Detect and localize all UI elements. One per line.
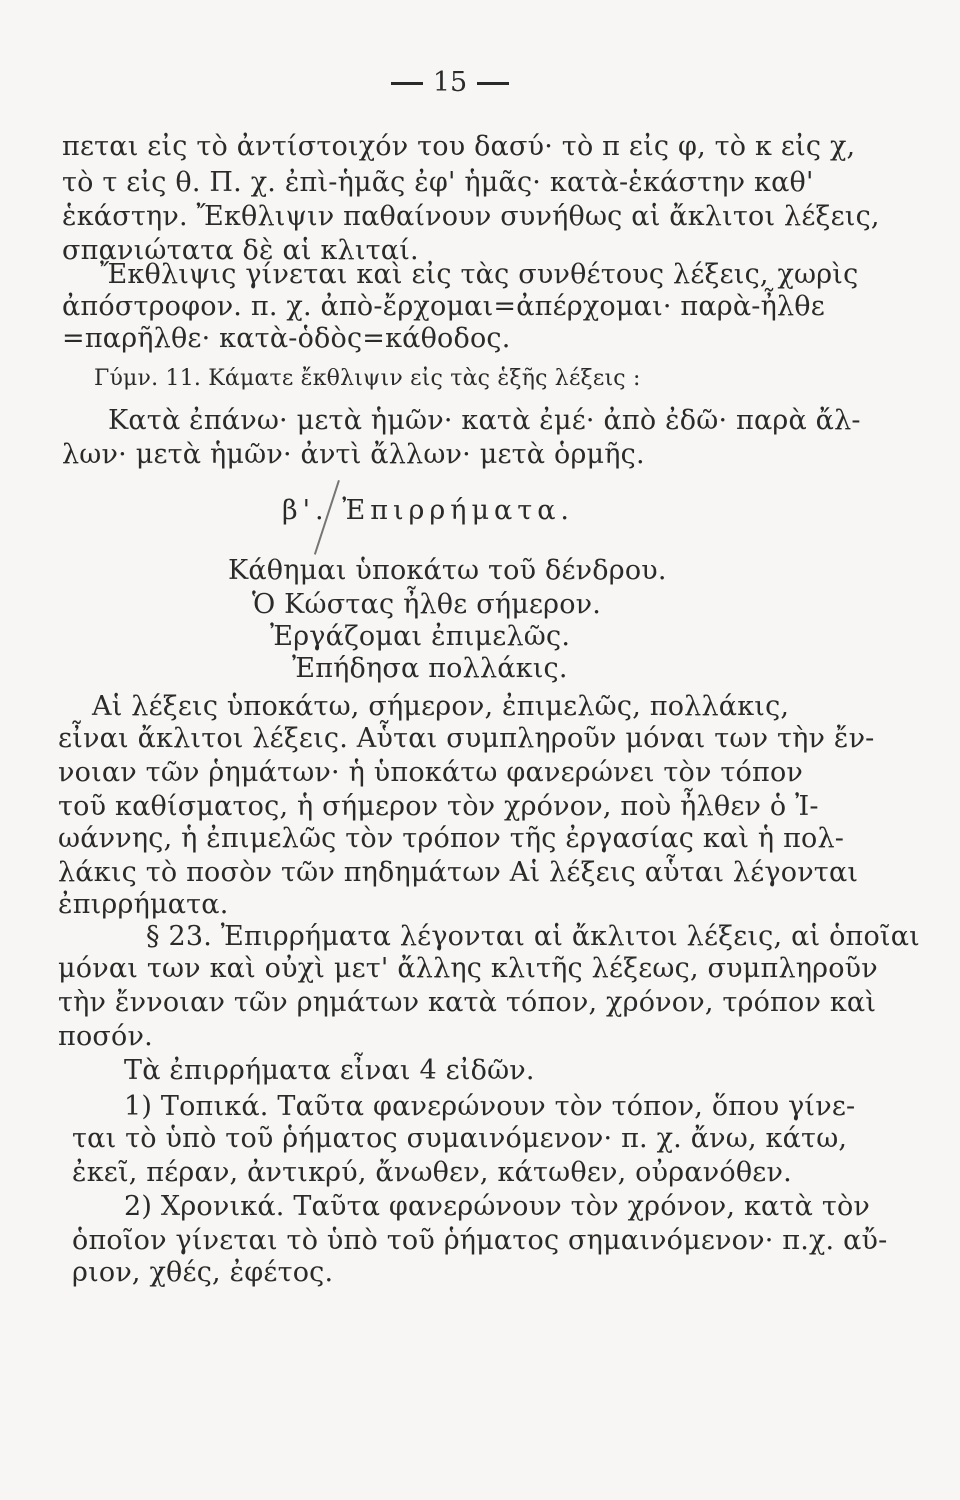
text-line: τοῦ καθίσματος, ἡ σήμερον τὸν χρόνον, ποὺ ἦλθεν ὁ Ἰ-	[58, 791, 819, 822]
section-heading: β'. Ἐπιρρήματα.	[282, 495, 575, 526]
text-line: =παρῆλθε· κατὰ-ὁδὸς=κάθοδος.	[62, 323, 511, 354]
text-line: νοιαν τῶν ῥημάτων· ἡ ὑποκάτω φανερώνει τὸν τόπον	[58, 757, 804, 788]
text-line: λων· μετὰ ἡμῶν· ἀντὶ ἄλλων· μετὰ ὁρμῆς.	[62, 439, 645, 470]
text-line: Αἱ λέξεις ὑποκάτω, σήμερον, ἐπιμελῶς, πολλάκις,	[92, 691, 790, 722]
text-line: πεται εἰς τὸ ἀντίστοιχόν του δασύ· τὸ π εἰς φ, τὸ κ εἰς χ,	[62, 131, 856, 162]
text-line: ἀπόστροφον. π. χ. ἀπὸ-ἔρχομαι=ἀπέρχομαι· παρὰ-ἦλθε	[62, 291, 825, 322]
list-item-chronika: 2) Χρονικά. Ταῦτα φανερώνουν τὸν χρόνον, κατὰ τὸν	[124, 1191, 871, 1222]
text-line: μόναι των καὶ οὐχὶ μετ' ἄλλης κλιτῆς λέξεως, συμπληροῦν	[58, 953, 878, 984]
dash-right	[477, 82, 509, 85]
example-line: Ἐργάζομαι ἐπιμελῶς.	[270, 621, 571, 652]
list-item-topika: 1) Τοπικά. Ταῦτα φανερώνουν τὸν τόπον, ὅπου γίνε-	[124, 1091, 856, 1122]
text-line: Κατὰ ἐπάνω· μετὰ ἡμῶν· κατὰ ἐμέ· ἀπὸ ἐδῶ· παρὰ ἄλ-	[108, 405, 861, 436]
text-line: τὴν ἔννοιαν τῶν ρημάτων κατὰ τόπον, χρόνον, τρόπον καὶ	[58, 987, 877, 1018]
text-line: ωάννης, ἡ ἐπιμελῶς τὸν τρόπον τῆς ἐργασίας καὶ ἡ πολ-	[58, 823, 845, 854]
text-line: ποσόν.	[58, 1021, 153, 1052]
page-number-value: 15	[432, 67, 468, 98]
text-line: τὸ τ εἰς θ. Π. χ. ἐπὶ-ἡμᾶς ἐφ' ἡμᾶς· κατὰ-ἑκάστην καθ'	[62, 167, 814, 198]
example-line: Ὁ Κώστας ἦλθε σήμερον.	[252, 589, 602, 620]
exercise-line: Γύμν. 11. Κάματε ἔκθλιψιν εἰς τὰς ἑξῆς λέξεις :	[94, 366, 641, 391]
text-line: Ἔκθλιψις γίνεται καὶ εἰς τὰς συνθέτους λέξεις, χωρὶς	[100, 259, 859, 290]
text-line: ἐκεῖ, πέραν, ἀντικρύ, ἄνωθεν, κάτωθεν, οὐρανόθεν.	[72, 1157, 792, 1188]
text-line: σπανιώτατα δὲ αἱ κλιταί.	[62, 235, 419, 266]
text-line: ἐπιρρήματα.	[58, 889, 229, 920]
text-line: ὁποῖον γίνεται τὸ ὑπὸ τοῦ ῥήματος σημαινόμενον· π.χ. αὔ-	[72, 1225, 888, 1256]
dash-left	[391, 82, 423, 85]
paragraph-section-23: § 23. Ἐπιρρήματα λέγονται αἱ ἄκλιτοι λέξεις, αἱ ὁποῖαι	[146, 921, 920, 952]
text-line: ἑκάστην. Ἔκθλιψιν παθαίνουν συνήθως αἱ ἄκλιτοι λέξεις,	[62, 201, 880, 232]
text-line: ται τὸ ὑπὸ τοῦ ῥήματος συμαινόμενον· π. χ. ἄνω, κάτω,	[72, 1123, 848, 1154]
text-line: Τὰ ἐπιρρήματα εἶναι 4 εἰδῶν.	[124, 1055, 535, 1086]
text-line: ριον, χθές, ἐφέτος.	[72, 1257, 334, 1288]
example-line: Ἐπήδησα πολλάκις.	[292, 653, 568, 684]
example-line: Κάθημαι ὑποκάτω τοῦ δένδρου.	[228, 555, 667, 586]
text-line: λάκις τὸ ποσὸν τῶν πηδημάτων Αἱ λέξεις αὗται λέγονται	[58, 857, 859, 888]
page-number	[0, 66, 900, 100]
text-line: εἶναι ἄκλιτοι λέξεις. Αὗται συμπληροῦν μόναι των τὴν ἔν-	[58, 723, 875, 754]
